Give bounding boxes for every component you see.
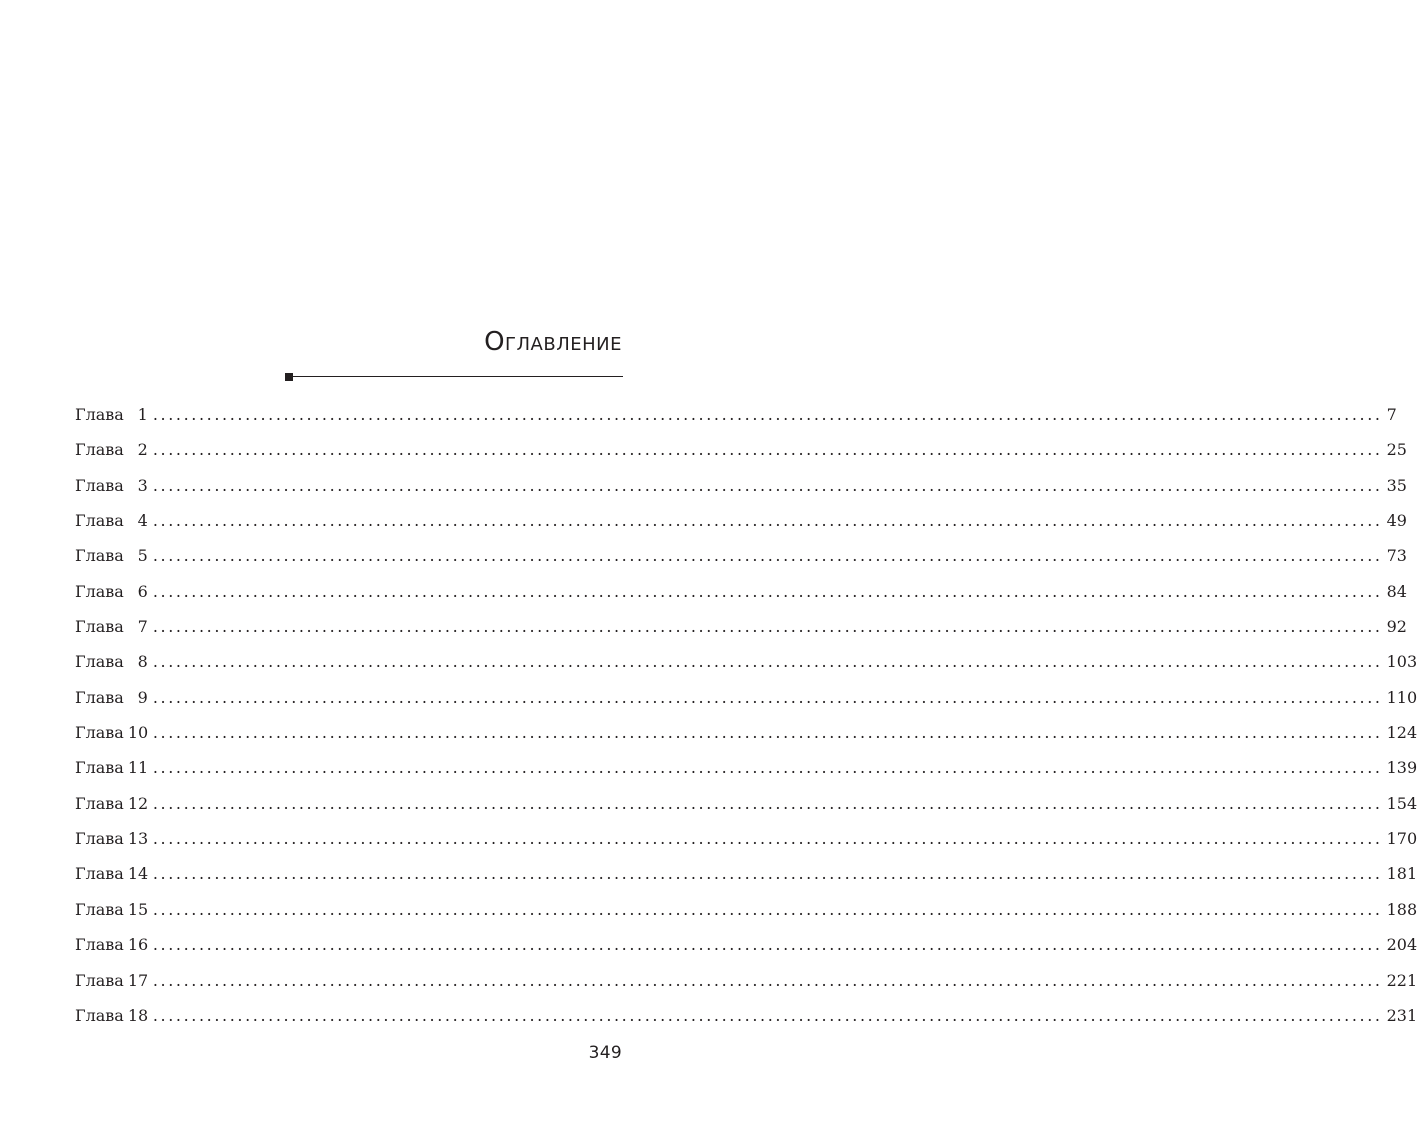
entry-page-number: 110: [1386, 687, 1417, 707]
entry-page-number: 181: [1386, 864, 1417, 884]
toc-entry-14[interactable]: [75, 861, 1417, 896]
entry-page-number: 204: [1386, 935, 1417, 955]
entry-page-number: 221: [1386, 970, 1417, 990]
toc-entry-6[interactable]: [75, 579, 1407, 614]
entry-label: Глава: [75, 758, 124, 778]
entry-chapter-number: 2: [137, 440, 148, 460]
toc-title: Оглавление: [484, 327, 622, 357]
toc-entry-2[interactable]: [75, 437, 1407, 472]
entry-page-number: 84: [1386, 581, 1407, 601]
dot-leader: ................................................................................................................................................................: [152, 935, 1383, 955]
entry-chapter-number: 15: [127, 899, 149, 919]
toc-entry-7[interactable]: [75, 614, 1407, 649]
entry-chapter-number: 9: [137, 687, 148, 707]
toc-entry-12[interactable]: [75, 791, 1417, 826]
entry-chapter-number: 18: [127, 1005, 149, 1025]
entry-chapter-number: 3: [137, 475, 148, 495]
entry-page-number: 103: [1386, 652, 1417, 672]
dot-leader: ................................................................................................................................................................: [152, 581, 1383, 601]
toc-entry-11[interactable]: [75, 755, 1417, 790]
dot-leader: ................................................................................................................................................................: [152, 829, 1383, 849]
dot-leader: ................................................................................................................................................................: [152, 899, 1383, 919]
dot-leader: ................................................................................................................................................................: [152, 970, 1383, 990]
toc-entry-5[interactable]: [75, 543, 1407, 578]
entry-page-number: 25: [1386, 440, 1407, 460]
dot-leader: ................................................................................................................................................................: [152, 723, 1383, 743]
entry-chapter-number: 12: [127, 793, 149, 813]
entry-page-number: 170: [1386, 829, 1417, 849]
entry-chapter-number: 8: [137, 652, 148, 672]
toc-entry-4[interactable]: [75, 508, 1407, 543]
toc-entry-15[interactable]: [75, 897, 1417, 932]
entry-page-number: 7: [1386, 405, 1397, 424]
entry-page-number: 49: [1386, 511, 1407, 531]
entry-label: Глава: [75, 829, 124, 849]
entry-chapter-number: 13: [127, 829, 149, 849]
entry-chapter-number: 7: [137, 617, 148, 637]
dot-leader: ................................................................................................................................................................: [152, 440, 1383, 460]
dot-leader: ................................................................................................................................................................: [152, 687, 1383, 707]
entry-chapter-number: 6: [137, 581, 148, 601]
entry-chapter-number: 17: [127, 970, 149, 990]
entry-label: Глава: [75, 546, 124, 566]
entry-label: Глава: [75, 935, 124, 955]
entry-page-number: 124: [1386, 723, 1417, 743]
dot-leader: ................................................................................................................................................................: [152, 546, 1383, 566]
dot-leader: ................................................................................................................................................................: [152, 793, 1383, 813]
entry-label: Глава: [75, 581, 124, 601]
entry-page-number: 231: [1386, 1005, 1417, 1025]
entry-label: Глава: [75, 617, 124, 637]
entry-chapter-number: 1: [137, 405, 148, 424]
entry-chapter-number: 10: [127, 723, 149, 743]
dot-leader: ................................................................................................................................................................: [152, 405, 1383, 424]
entry-label: Глава: [75, 723, 124, 743]
entry-label: Глава: [75, 440, 124, 460]
entry-chapter-number: 4: [137, 511, 148, 531]
title-rule: [285, 373, 623, 381]
entry-page-number: 92: [1386, 617, 1407, 637]
toc-entry-9[interactable]: [75, 685, 1417, 720]
entry-chapter-number: 5: [137, 546, 148, 566]
toc-entry-3[interactable]: [75, 473, 1407, 508]
entry-label: Глава: [75, 652, 124, 672]
toc-list: [75, 402, 1417, 1038]
dot-leader: ................................................................................................................................................................: [152, 652, 1383, 672]
entry-page-number: 154: [1386, 793, 1417, 813]
toc-entry-1[interactable]: [75, 402, 1397, 437]
entry-label: Глава: [75, 475, 124, 495]
entry-label: Глава: [75, 899, 124, 919]
entry-label: Глава: [75, 793, 124, 813]
toc-entry-8[interactable]: [75, 649, 1417, 684]
entry-label: Глава: [75, 687, 124, 707]
toc-entry-16[interactable]: [75, 932, 1417, 967]
dot-leader: ................................................................................................................................................................: [152, 864, 1383, 884]
dot-leader: ................................................................................................................................................................: [152, 1005, 1383, 1025]
dot-leader: ................................................................................................................................................................: [152, 758, 1383, 778]
entry-chapter-number: 14: [127, 864, 149, 884]
toc-entry-13[interactable]: [75, 826, 1417, 861]
dot-leader: ................................................................................................................................................................: [152, 475, 1383, 495]
toc-entry-10[interactable]: [75, 720, 1417, 755]
dot-leader: ................................................................................................................................................................: [152, 617, 1383, 637]
entry-label: Глава: [75, 1005, 124, 1025]
dot-leader: ................................................................................................................................................................: [152, 511, 1383, 531]
entry-label: Глава: [75, 405, 124, 424]
page-number: 349: [588, 1043, 622, 1063]
entry-label: Глава: [75, 970, 124, 990]
toc-entry-17[interactable]: [75, 968, 1417, 1003]
entry-page-number: 139: [1386, 758, 1417, 778]
entry-chapter-number: 16: [127, 935, 149, 955]
entry-page-number: 73: [1386, 546, 1407, 566]
rule-square-marker: [285, 373, 293, 381]
entry-label: Глава: [75, 511, 124, 531]
rule-line: [293, 376, 623, 377]
entry-chapter-number: 11: [127, 758, 149, 778]
entry-page-number: 188: [1386, 899, 1417, 919]
entry-page-number: 35: [1386, 475, 1407, 495]
entry-label: Глава: [75, 864, 124, 884]
toc-entry-18[interactable]: [75, 1003, 1417, 1038]
